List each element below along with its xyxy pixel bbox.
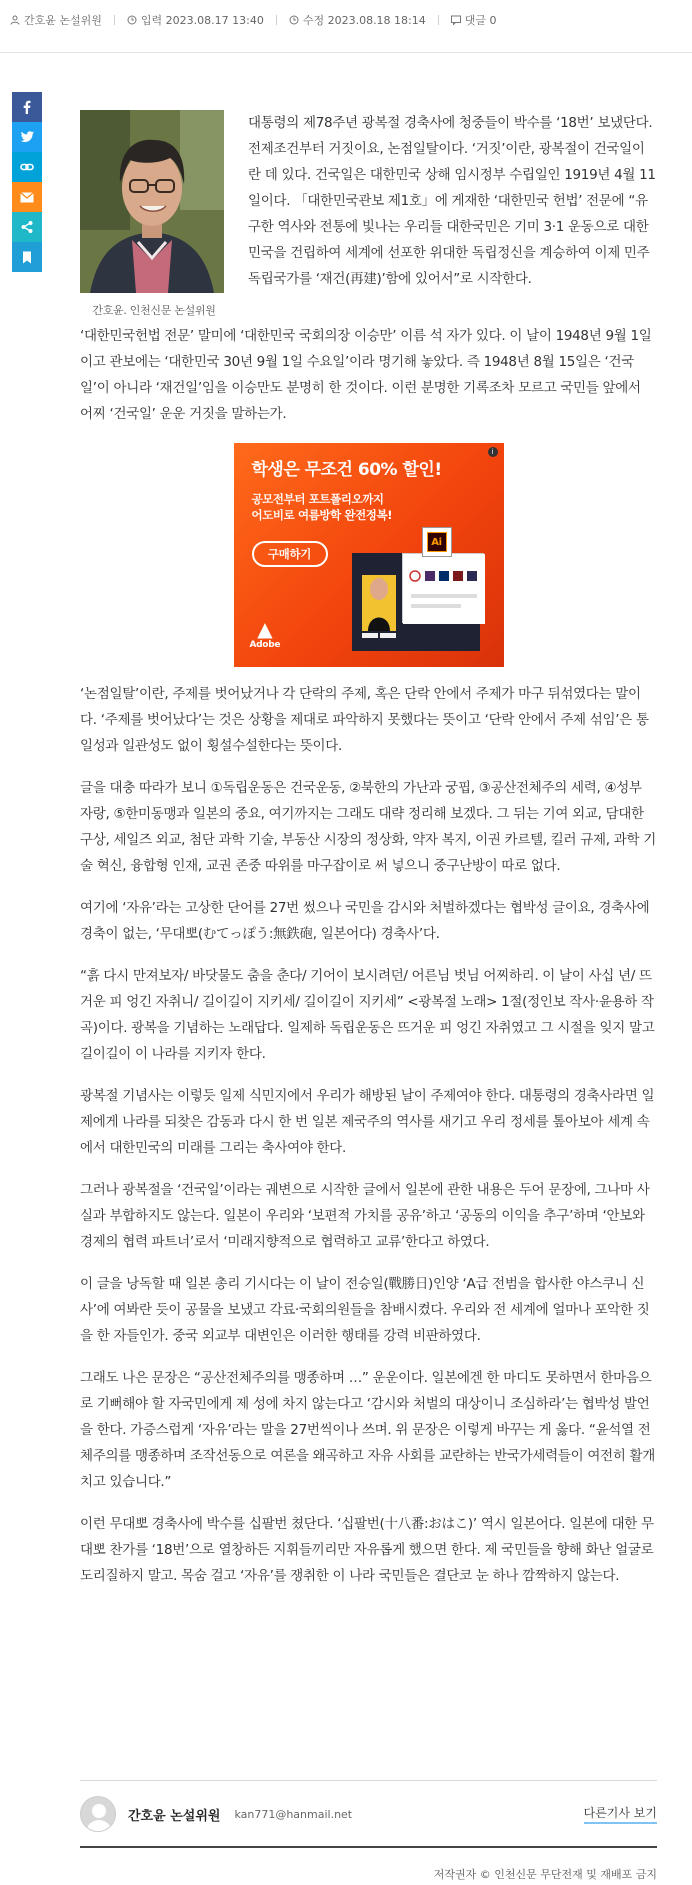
ad-info-icon[interactable]: i — [488, 447, 498, 457]
input-date-label: 입력 2023.08.17 13:40 — [140, 14, 264, 27]
clock-icon — [127, 15, 137, 25]
email-icon — [20, 192, 34, 203]
person-icon — [10, 15, 20, 25]
author-box-divider — [80, 1780, 657, 1781]
modified-date-meta — [289, 12, 426, 28]
article-paragraph: 광복절 기념사는 이렇듯 일제 식민지에서 우리가 해방된 날이 주제여야 한다. 대통령의 경축사라면 일제에게 나라를 되찾은 감동과 다시 한 번 일본 제국주의 역사를 새기고 우리 정세를 톺아보아 세계 속에서 대한민국의 미래를 그리는 축사여야 한다. — [80, 1088, 655, 1156]
ad-app-tiles-illustration — [403, 554, 485, 624]
author-box — [80, 1792, 657, 1836]
adobe-logo-icon: ▲ — [257, 617, 273, 641]
bookmark-button[interactable] — [12, 242, 42, 272]
ad-app-badge: Ai — [427, 532, 447, 552]
author-name: 간호윤 논설위원 — [128, 1808, 221, 1824]
ad-subtitle-line: 공모전부터 포트폴리오까지 — [251, 492, 384, 506]
facebook-icon — [21, 100, 33, 114]
input-date-meta — [127, 12, 264, 28]
more-articles-link[interactable]: 다른기사 보기 — [584, 1804, 657, 1824]
article-paragraph: 대통령의 제78주년 광복절 경축사에 청중들이 박수를 ‘18번’ 보냈단다. 전제조건부터 거짓이요, 논점일탈이다. ‘거짓’이란, 광복절이 건국일이란 데 있다. 건국일은 대한민국 상해 임시정부 수립일인 1919년 4월 11일이다. 「대한민국관보 제1호」에 게재한 ‘대한민국 헌법’ 전문에 “유구한 역사와 전통에 빛나는 우리들 대한국민은 기미 3·1 운동으로 대한민국을 건립하여 세계에 선포한 위대한 독립정신을 계승하여 이제 민주독립국가를 ‘재건(再建)’함에 있어서”로 시작한다. — [248, 115, 656, 287]
twitter-icon — [20, 131, 34, 143]
article-paragraph: 그래도 나은 문장은 “공산전체주의를 맹종하며 …” 운운이다. 일본에겐 한 마디도 못하면서 한마음으로 기뻐해야 할 자국민에게 제 성에 차지 않는다고 ‘감시와 처벌의 대상이니 조심하라’는 협박성 발언을 한다. 가증스럽게 ‘자유’라는 말을 27번씩이나 쓰며. 위 문장은 이렇게 바꾸는 게 옳다. “윤석열 전체주의를 맹종하며 조작선동으로 여론을 왜곡하고 자유 사회를 교란하는 반국가세력들이 여전히 활개치고 있습니다.” — [80, 1370, 656, 1490]
copyright-notice: 저작권자 © 인천신문 무단전재 및 재배포 금지 — [433, 1868, 657, 1881]
author-email[interactable]: kan771@hanmail.net — [234, 1807, 353, 1821]
share-icon — [20, 220, 34, 234]
author-avatar — [80, 1796, 116, 1832]
article-paragraph: 여기에 ‘자유’라는 고상한 단어를 27번 썼으나 국민을 감시와 처벌하겠다는 협박성 글이요, 경축사에 경축이 없는, ‘무대뽀(むてっぽう:無鉄砲, 일본어다) 경축사’다. — [80, 900, 650, 942]
email-share-button[interactable] — [12, 182, 42, 212]
adobe-logo-text: Adobe — [249, 640, 281, 650]
ad-app-tiles — [402, 553, 484, 623]
author-photo-figure — [80, 110, 228, 319]
author-portrait-image — [80, 110, 224, 293]
article-paragraph: 이 글을 낭독할 때 일본 총리 기시다는 이 날이 전승일(戰勝日)인양 ‘A급 전범을 합사한 야스쿠니 신사’에 여봐란 듯이 공물을 보냈고 각료·국회의원들을 참배시켰다. 우리와 전 세계에 얼마나 포악한 짓을 한 자들인가. 중국 외교부 대변인은 이러한 행태를 강력 비판하였다. — [80, 1276, 650, 1344]
article-meta-bar — [10, 10, 497, 30]
comment-icon — [451, 15, 461, 25]
meta-divider — [276, 15, 277, 25]
adobe-logo — [250, 619, 281, 651]
link-icon — [20, 160, 34, 174]
ad-title: 학생은 무조건 60% 할인! — [251, 460, 442, 480]
footer-divider — [80, 1846, 657, 1848]
author-meta — [10, 12, 102, 28]
article-paragraph: ‘대한민국헌법 전문’ 말미에 ‘대한민국 국회의장 이승만’ 이름 석 자가 있다. 이 날이 1948년 9월 1일이고 관보에는 ‘대한민국 30년 9월 1일 수요일’이라 명기해 놓았다. 즉 1948년 8월 15일은 ‘건국일’이 아니라 ‘재건일’임을 이승만도 분명히 한 것이다. 이런 분명한 기록조차 모르고 국민들 앞에서 어찌 ‘건국일’ 운운 거짓을 말하는가. — [80, 328, 652, 422]
author-photo — [80, 110, 224, 293]
bookmark-icon — [22, 251, 32, 264]
ad-subtitle — [252, 491, 393, 523]
ad-buy-button[interactable]: 구매하기 — [252, 541, 328, 567]
top-divider — [0, 52, 692, 53]
modified-date-label: 수정 2023.08.18 18:14 — [302, 14, 426, 27]
more-share-button[interactable] — [12, 212, 42, 242]
twitter-share-button[interactable] — [12, 122, 42, 152]
author-meta-label: 간호윤 논설위원 — [24, 14, 102, 27]
comments-count-label[interactable]: 댓글 0 — [464, 14, 497, 27]
meta-divider — [438, 15, 439, 25]
clock-icon — [289, 15, 299, 25]
article-paragraph: “흙 다시 만져보자/ 바닷물도 춤을 춘다/ 기어이 보시려던/ 어른님 벗님 어찌하리. 이 날이 사십 년/ 뜨거운 피 엉긴 자취니/ 길이길이 지키세/ 길이길이 지키세” <광복절 노래> 1절(정인보 작사·윤용하 작곡)이다. 광복을 기념하는 노래답다. 일제하 독립운동은 뜨거운 피 엉긴 자취였고 그 시절을 잊지 말고 길이길이 이 나라를 지키자 한다. — [80, 968, 655, 1062]
article-paragraph: 이런 무대뽀 경축사에 박수를 십팔번 쳤단다. ‘십팔번(十八番:おはこ)’ 역시 일본어다. 일본에 대한 무대뽀 찬가를 ‘18번’으로 열창하든 지휘들끼리만 자유롭게 했으면 한다. 제 국민들을 향해 화난 얼굴로 도리질하지 말고. 목숨 걸고 ‘자유’를 쟁취한 이 나라 국민들은 결단코 눈 하나 깜짝하지 않는다. — [80, 1516, 654, 1584]
adobe-ad-banner[interactable] — [234, 443, 504, 667]
meta-divider — [114, 15, 115, 25]
ad-subtitle-line: 어도비로 여름방학 완전정복! — [251, 508, 393, 522]
share-sidebar — [12, 92, 42, 272]
facebook-share-button[interactable] — [12, 92, 42, 122]
illustrator-app-icon — [422, 527, 452, 557]
article-paragraph: ‘논점일탈’이란, 주제를 벗어났거나 각 단락의 주제, 혹은 단락 안에서 주제가 마구 뒤섞였다는 말이다. ‘주제를 벗어났다’는 것은 상황을 제대로 파악하지 못했다는 뜻이고 ‘단락 안에서 주제 섞임’은 통일성과 일관성도 없이 횡설수설한다는 뜻이다. — [80, 686, 649, 754]
comments-meta[interactable] — [451, 12, 497, 28]
article-paragraph: 그러나 광복절을 ‘건국일’이라는 궤변으로 시작한 글에서 일본에 관한 내용은 두어 문장에, 그나마 사실과 부합하지도 않는다. 일본이 우리와 ‘보편적 가치를 공유’하고 ‘공동의 이익을 추구’하며 ‘안보와 경제의 협력 파트너’로서 ‘미래지향적으로 협력하고 교류’한다고 하였다. — [80, 1182, 650, 1250]
photo-caption: 간호윤. 인천신문 논설위원 — [92, 304, 216, 317]
article-paragraph: 글을 대충 따라가 보니 ①독립운동은 건국운동, ②북한의 가난과 궁핍, ③공산전체주의 세력, ④성부 자랑, ⑤한미동맹과 일본의 중요, 여기까지는 그래도 대략 정리해 보겠다. 그 뒤는 기여 외교, 담대한 구상, 세일즈 외교, 첨단 과학 기술, 부동산 시장의 정상화, 약자 복지, 이권 카르텔, 킬러 규제, 과학 기술 혁신, 융합형 인재, 교권 존중 따위를 마구잡이로 써 넣으니 중구난방이 따로 없다. — [80, 780, 656, 874]
copy-link-button[interactable] — [12, 152, 42, 182]
article-body — [80, 100, 657, 1605]
